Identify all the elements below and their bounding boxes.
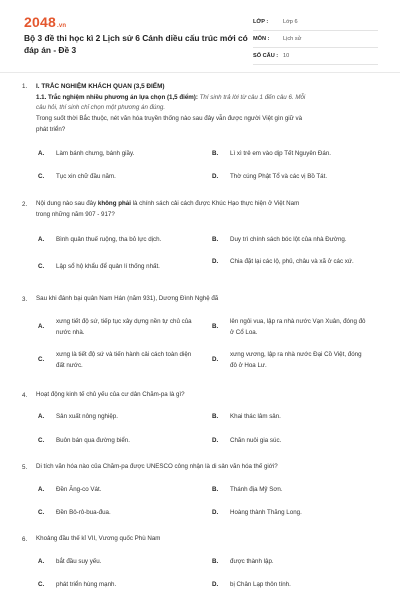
- option-text: xưng là tiết độ sứ và tiến hành cải cách toàn diện đất nước.: [56, 351, 192, 369]
- option-text: xưng vương, lập ra nhà nước Đại Cồ Việt, đóng đô ở Hoa Lư.: [230, 351, 362, 369]
- option-letter: A.: [38, 150, 45, 157]
- option-letter: C.: [38, 437, 45, 444]
- meta-value: Lớp 6: [283, 19, 298, 25]
- option-c[interactable]: [38, 262, 208, 273]
- option-text: Lập sổ hộ khẩu để quản lí thống nhất.: [56, 263, 160, 270]
- option-text: Chăn nuôi gia súc.: [230, 437, 282, 444]
- question-text-cont: phát triển?: [36, 126, 66, 133]
- option-a[interactable]: [38, 317, 194, 338]
- option-letter: D.: [212, 437, 219, 444]
- question-number: 6.: [22, 536, 28, 543]
- option-d[interactable]: [212, 436, 382, 447]
- option-letter: A.: [38, 558, 45, 565]
- option-text: xưng tiết độ sứ, tiếp tục xây dựng nền tự chủ của nước nhà.: [56, 318, 192, 336]
- meta-key: SỐ CÂU :: [253, 53, 279, 59]
- question-number: 5.: [22, 464, 28, 471]
- option-d[interactable]: [212, 350, 370, 371]
- option-letter: C.: [38, 581, 45, 588]
- option-text: Đền Ăng-co Vát.: [56, 486, 102, 493]
- option-a[interactable]: [38, 412, 208, 423]
- option-text: Sản xuất nông nghiệp.: [56, 413, 118, 420]
- option-c[interactable]: [38, 580, 208, 591]
- option-text: Bình quân thuế ruộng, tha bỏ lực dịch.: [56, 236, 162, 243]
- option-letter: D.: [212, 509, 219, 516]
- option-c[interactable]: [38, 508, 208, 519]
- option-text: Hoàng thành Thăng Long.: [230, 509, 302, 516]
- option-a[interactable]: [38, 485, 208, 496]
- section-instruction: [36, 93, 376, 104]
- question-text-post: là chính sách cải cách được Khúc Hạo thực hiện ở Việt Nam: [130, 200, 300, 207]
- option-c[interactable]: [38, 350, 194, 371]
- option-b[interactable]: [212, 317, 370, 338]
- option-letter: A.: [38, 236, 45, 243]
- section-subheading: 1.1. Trắc nghiệm nhiều phương án lựa chọn (1,5 điểm):: [36, 94, 198, 101]
- question-text-cont: trong những năm 907 - 917?: [36, 211, 115, 218]
- section-instruction-cont: [36, 103, 376, 114]
- question-text-emphasis: không phải: [97, 200, 131, 207]
- option-a[interactable]: [38, 557, 208, 568]
- question-number: 3.: [22, 296, 28, 303]
- option-text: phát triển hùng mạnh.: [56, 581, 117, 588]
- question-text: Trong suốt thời Bắc thuộc, nét văn hóa truyền thống nào sau đây vẫn được người Việt gìn giữ và: [36, 115, 303, 122]
- option-text: Thánh địa Mỹ Sơn.: [230, 486, 283, 493]
- option-text: bị Chân Lạp thôn tính.: [230, 581, 291, 588]
- meta-value: 10: [283, 53, 290, 59]
- question-text: Sau khi đánh bại quân Nam Hán (năm 931), Dương Đình Nghệ đã: [36, 295, 219, 302]
- option-letter: B.: [212, 486, 219, 493]
- option-letter: B.: [212, 413, 219, 420]
- option-letter: C.: [38, 173, 45, 180]
- meta-value: Lịch sử: [283, 36, 302, 42]
- option-letter: D.: [212, 258, 219, 265]
- option-text: Chia đặt lại các lộ, phủ, châu và xã ở các xứ.: [230, 258, 354, 265]
- question-text-pre: Nội dung nào sau đây: [36, 200, 98, 207]
- option-text: Đền Bô-rô-bua-đua.: [56, 509, 111, 516]
- option-letter: B.: [212, 236, 219, 243]
- option-b[interactable]: [212, 485, 382, 496]
- option-text: Tục xin chữ đầu năm.: [56, 173, 116, 180]
- option-letter: A.: [38, 486, 45, 493]
- option-d[interactable]: [212, 257, 360, 268]
- option-text: Buôn bán qua đường biển.: [56, 437, 130, 444]
- option-text: bắt đầu suy yếu.: [56, 558, 102, 565]
- option-letter: A.: [38, 323, 45, 331]
- question-number: 2.: [22, 201, 28, 208]
- option-b[interactable]: [212, 412, 382, 423]
- document-title: Bộ 3 đề thi học kì 2 Lịch sử 6 Cánh diều cấu trúc mới có đáp án - Đề 3: [24, 33, 248, 55]
- meta-key: LỚP :: [253, 19, 269, 25]
- option-text: được thành lập.: [230, 558, 274, 565]
- option-text: Duy trì chính sách bóc lột của nhà Đường.: [230, 236, 347, 243]
- option-letter: C.: [38, 509, 45, 516]
- logo-suffix: .vn: [56, 23, 67, 29]
- option-letter: A.: [38, 413, 45, 420]
- option-text: Lì xì trẻ em vào dịp Tết Nguyên Đán.: [230, 150, 331, 157]
- option-letter: C.: [38, 263, 45, 270]
- option-letter: B.: [212, 558, 219, 565]
- option-d[interactable]: [212, 508, 382, 519]
- option-d[interactable]: [212, 580, 382, 591]
- section-instruction-italic: Thí sinh trả lời từ câu 1 đến câu 6. Mỗi: [197, 94, 306, 101]
- option-c[interactable]: [38, 436, 208, 447]
- option-text: Khai thác lâm sản.: [230, 413, 281, 420]
- option-b[interactable]: [212, 557, 382, 568]
- question-text: Khoảng đầu thế kỉ VII, Vương quốc Phù Nam: [36, 535, 161, 542]
- option-letter: B.: [212, 150, 219, 157]
- meta-key: MÔN :: [253, 36, 270, 42]
- option-d[interactable]: [212, 172, 382, 183]
- section-instruction-italic-2: câu hỏi, thí sinh chỉ chọn một phương án đúng.: [36, 104, 166, 111]
- option-letter: D.: [212, 581, 219, 588]
- option-a[interactable]: [38, 235, 208, 246]
- question-text: [36, 199, 376, 210]
- option-text: lên ngôi vua, lập ra nhà nước Vạn Xuân, đóng đô ở Cổ Loa.: [230, 318, 366, 336]
- option-letter: B.: [212, 323, 219, 331]
- logo-main: 2048: [24, 14, 56, 30]
- option-b[interactable]: [212, 149, 382, 160]
- section-title: I. TRẮC NGHIỆM KHÁCH QUAN (3,5 ĐIỂM): [36, 83, 165, 90]
- option-b[interactable]: [212, 235, 382, 246]
- option-a[interactable]: [38, 149, 208, 160]
- option-c[interactable]: [38, 172, 208, 183]
- option-letter: D.: [212, 356, 219, 364]
- option-text: Thờ cúng Phật Tổ và các vị Bồ Tát.: [230, 173, 328, 180]
- question-number: 4.: [22, 392, 28, 399]
- question-number: 1.: [22, 83, 28, 90]
- question-text: Di tích văn hóa nào của Chăm-pa được UNESCO công nhận là di sản văn hóa thế giới?: [36, 463, 278, 470]
- option-letter: C.: [38, 356, 45, 364]
- option-letter: D.: [212, 173, 219, 180]
- option-text: Làm bánh chưng, bánh giầy.: [56, 150, 135, 157]
- question-text: Hoạt động kinh tế chủ yếu của cư dân Chăm-pa là gì?: [36, 391, 185, 398]
